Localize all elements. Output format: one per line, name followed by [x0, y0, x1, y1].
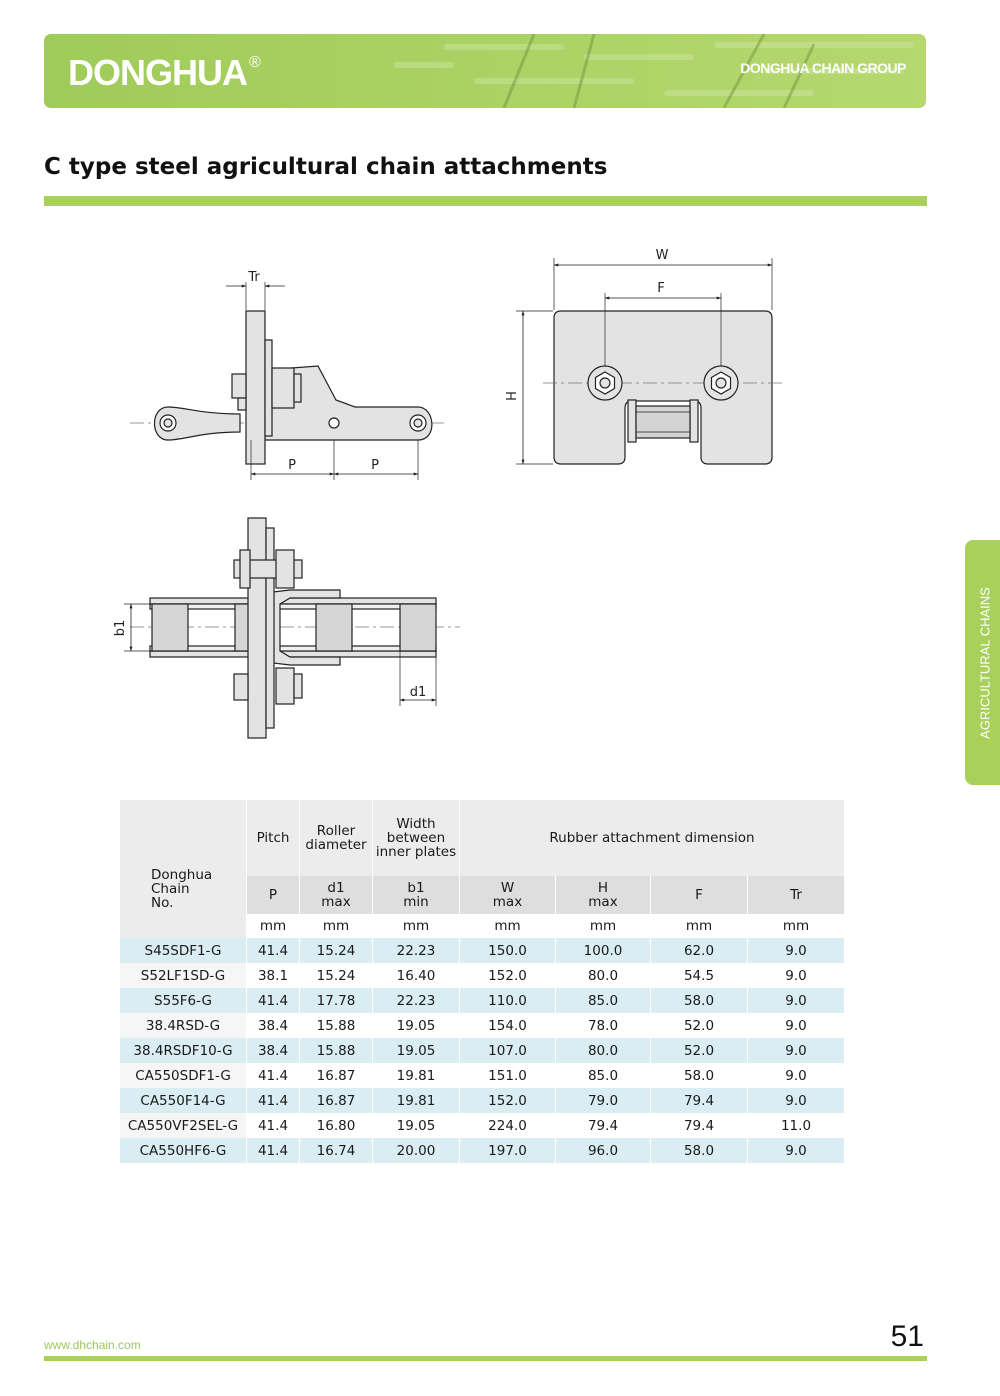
dim-label-p1: P [288, 458, 296, 473]
value-cell: 15.24 [300, 938, 373, 963]
unit-cell: mm [247, 914, 300, 938]
dim-label-f: F [657, 281, 665, 296]
table-row [120, 1138, 845, 1163]
dim-label-h: H [505, 391, 520, 401]
value-cell: 9.0 [748, 938, 845, 963]
value-cell: 96.0 [556, 1138, 651, 1163]
value-cell: 19.05 [373, 1113, 460, 1138]
value-cell: 16.87 [300, 1063, 373, 1088]
value-cell: 41.4 [247, 938, 300, 963]
value-cell: 9.0 [748, 1063, 845, 1088]
value-cell: 52.0 [651, 1038, 748, 1063]
value-cell: 58.0 [651, 988, 748, 1013]
chain-model-cell: CA550VF2SEL-G [120, 1113, 247, 1138]
value-cell: 15.88 [300, 1013, 373, 1038]
value-cell: 79.4 [651, 1113, 748, 1138]
value-cell: 41.4 [247, 1063, 300, 1088]
table-row [120, 1088, 845, 1113]
dim-label-b1: b1 [113, 619, 128, 637]
table-row [120, 938, 845, 963]
unit-cell: mm [373, 914, 460, 938]
table-row [120, 1038, 845, 1063]
table-body [120, 938, 845, 1163]
table-row [120, 1113, 845, 1138]
value-cell: 15.88 [300, 1038, 373, 1063]
pitch-header: Pitch [247, 800, 300, 876]
value-cell: 58.0 [651, 1138, 748, 1163]
chain-no-header [120, 800, 247, 938]
width-header-line-3: inner plates [375, 844, 457, 860]
value-cell: 9.0 [748, 1013, 845, 1038]
registered-mark: ® [249, 54, 260, 71]
value-cell: 52.0 [651, 1013, 748, 1038]
value-cell: 16.40 [373, 963, 460, 988]
symbol-header-2 [373, 876, 460, 914]
value-cell: 152.0 [460, 963, 556, 988]
value-cell: 79.4 [556, 1113, 651, 1138]
value-cell: 78.0 [556, 1013, 651, 1038]
chain-model-cell: 38.4RSD-G [120, 1013, 247, 1038]
width-header [373, 800, 460, 876]
value-cell: 38.4 [247, 1013, 300, 1038]
chain-model-cell: CA550HF6-G [120, 1138, 247, 1163]
width-header-line-1: Width [396, 816, 436, 832]
chain-model-cell: CA550F14-G [120, 1088, 247, 1113]
symbol-header-3 [460, 876, 556, 914]
symbol-header-1 [300, 876, 373, 914]
value-cell: 19.05 [373, 1038, 460, 1063]
value-cell: 9.0 [748, 1088, 845, 1113]
value-cell: 41.4 [247, 1138, 300, 1163]
table-group-header-row [120, 800, 845, 876]
dim-label-p2: P [371, 458, 379, 473]
table-row [120, 963, 845, 988]
symbol-header-line: H [597, 880, 609, 896]
brand-logo-text: DONGHUA [68, 52, 247, 93]
dim-label-w: W [655, 248, 669, 263]
value-cell: 79.4 [651, 1088, 748, 1113]
unit-cell: mm [748, 914, 845, 938]
value-cell: 154.0 [460, 1013, 556, 1038]
value-cell: 80.0 [556, 963, 651, 988]
chain-no-header-label: Donghua Chain No. [151, 867, 213, 911]
value-cell: 100.0 [556, 938, 651, 963]
value-cell: 19.05 [373, 1013, 460, 1038]
dim-label-d1: d1 [409, 685, 427, 700]
value-cell: 41.4 [247, 1088, 300, 1113]
symbol-header-line: min [403, 894, 429, 910]
top-view-drawing [124, 518, 460, 738]
chain-model-cell: S52LF1SD-G [120, 963, 247, 988]
dim-label-tr: Tr [248, 270, 260, 285]
chain-model-cell: 38.4RSDF10-G [120, 1038, 247, 1063]
spec-table [120, 800, 845, 1163]
value-cell: 16.74 [300, 1138, 373, 1163]
value-cell: 41.4 [247, 988, 300, 1013]
width-header-line-2: between [386, 830, 446, 846]
symbol-header-line: b1 [407, 880, 425, 896]
value-cell: 110.0 [460, 988, 556, 1013]
page-number: 51 [890, 1320, 924, 1353]
unit-cell: mm [556, 914, 651, 938]
value-cell: 22.23 [373, 938, 460, 963]
symbol-header-line: W [500, 880, 515, 896]
symbol-header-4 [556, 876, 651, 914]
value-cell: 62.0 [651, 938, 748, 963]
table-row [120, 988, 845, 1013]
roller-header-line-1: Roller [316, 823, 356, 839]
value-cell: 58.0 [651, 1063, 748, 1088]
value-cell: 19.81 [373, 1088, 460, 1113]
value-cell: 41.4 [247, 1113, 300, 1138]
symbol-header-5 [651, 876, 748, 914]
symbol-header-0 [247, 876, 300, 914]
front-view-drawing [516, 258, 785, 464]
value-cell: 11.0 [748, 1113, 845, 1138]
roller-header [300, 800, 373, 876]
website-link[interactable]: www.dhchain.com [44, 1338, 141, 1352]
unit-cell: mm [460, 914, 556, 938]
value-cell: 22.23 [373, 988, 460, 1013]
value-cell: 16.80 [300, 1113, 373, 1138]
chain-model-cell: CA550SDF1-G [120, 1063, 247, 1088]
symbol-header-line: max [321, 894, 351, 910]
value-cell: 152.0 [460, 1088, 556, 1113]
section-tab-label: AGRICULTURAL CHAINS [977, 586, 993, 739]
value-cell: 54.5 [651, 963, 748, 988]
value-cell: 9.0 [748, 963, 845, 988]
footer-divider [44, 1356, 927, 1361]
value-cell: 85.0 [556, 988, 651, 1013]
value-cell: 151.0 [460, 1063, 556, 1088]
symbol-header-line: d1 [327, 880, 345, 896]
value-cell: 79.0 [556, 1088, 651, 1113]
chain-model-cell: S55F6-G [120, 988, 247, 1013]
value-cell: 15.24 [300, 963, 373, 988]
value-cell: 9.0 [748, 1038, 845, 1063]
value-cell: 20.00 [373, 1138, 460, 1163]
value-cell: 224.0 [460, 1113, 556, 1138]
roller-header-line-2: diameter [305, 837, 367, 853]
value-cell: 107.0 [460, 1038, 556, 1063]
value-cell: 150.0 [460, 938, 556, 963]
value-cell: 80.0 [556, 1038, 651, 1063]
value-cell: 85.0 [556, 1063, 651, 1088]
unit-cell: mm [651, 914, 748, 938]
side-view-drawing [130, 282, 445, 480]
value-cell: 38.4 [247, 1038, 300, 1063]
value-cell: 197.0 [460, 1138, 556, 1163]
value-cell: 9.0 [748, 1138, 845, 1163]
value-cell: 17.78 [300, 988, 373, 1013]
symbol-header-line: F [695, 887, 703, 903]
symbol-header-line: max [588, 894, 618, 910]
value-cell: 16.87 [300, 1088, 373, 1113]
group-name: DONGHUA CHAIN GROUP [740, 60, 906, 76]
symbol-header-6 [748, 876, 845, 914]
page-title: C type steel agricultural chain attachments [44, 154, 608, 180]
rubber-dimension-header: Rubber attachment dimension [460, 800, 845, 876]
symbol-header-line: max [492, 894, 523, 910]
value-cell: 9.0 [748, 988, 845, 1013]
value-cell: 38.1 [247, 963, 300, 988]
table-row [120, 1013, 845, 1038]
unit-cell: mm [300, 914, 373, 938]
symbol-header-line: P [268, 887, 278, 903]
table-row [120, 1063, 845, 1088]
value-cell: 19.81 [373, 1063, 460, 1088]
chain-model-cell: S45SDF1-G [120, 938, 247, 963]
symbol-header-line: Tr [790, 887, 802, 903]
